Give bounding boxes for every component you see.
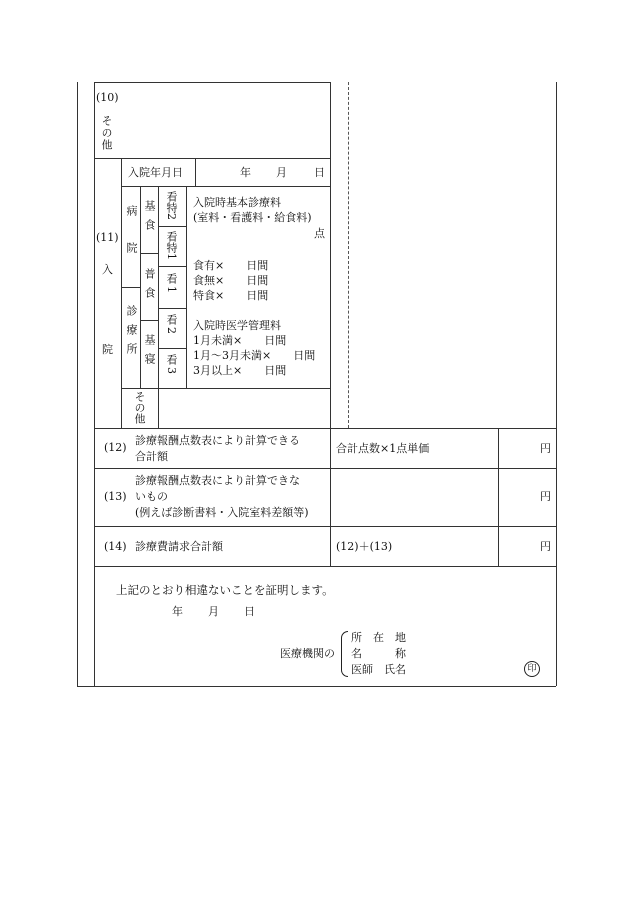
sec14-number: (14) xyxy=(104,540,127,553)
sec13-unit: 円 xyxy=(540,490,551,503)
nursing3-label: 看3 xyxy=(165,354,178,376)
sec11-label-top: 入 xyxy=(102,263,113,276)
admission-date-label: 入院年月日 xyxy=(128,166,183,179)
cert-date-day: 日 xyxy=(244,605,255,618)
institution-brace xyxy=(341,631,348,677)
meal-special-row: 特食× 日間 xyxy=(193,289,269,302)
nursing-special2-label: 看特2 xyxy=(165,191,178,220)
sec12-number: (12) xyxy=(104,441,127,454)
sec12-formula: 合計点数×1点単価 xyxy=(336,442,430,455)
sec13-desc-line2: いもの xyxy=(135,490,168,503)
name-label: 名 称 xyxy=(351,647,406,660)
sec12-desc-line2: 合計額 xyxy=(135,450,168,463)
basic-fee-subtitle: (室料・看護料・給食料) xyxy=(193,211,312,224)
sec14-desc: 診療費請求合計額 xyxy=(135,540,223,553)
hospital-label: 病院 xyxy=(125,205,138,279)
cert-date-month: 月 xyxy=(208,605,219,618)
seal-mark: 印 xyxy=(524,661,540,677)
sec10-entry-area[interactable] xyxy=(122,83,329,157)
sec13-desc-line1: 診療報酬点数表により計算できな xyxy=(135,474,300,487)
sec14-unit: 円 xyxy=(540,540,551,553)
sec11-label-bottom: 院 xyxy=(102,343,113,356)
address-label: 所 在 地 xyxy=(351,631,406,644)
sec11-number: (11) xyxy=(96,231,119,244)
under-1-month-row: 1月未満× 日間 xyxy=(193,334,287,347)
1-to-3-months-row: 1月〜3月未満× 日間 xyxy=(193,349,316,362)
sec10-number: (10) xyxy=(96,91,119,104)
basic-fee-title: 入院時基本診療料 xyxy=(193,196,281,209)
sec12-desc-line1: 診療報酬点数表により計算できる xyxy=(135,434,300,447)
cert-date-year: 年 xyxy=(172,605,183,618)
admission-date-year: 年 xyxy=(240,166,251,179)
institution-label: 医療機関の xyxy=(280,647,335,660)
sec13-number: (13) xyxy=(104,490,127,503)
nursing2-label: 看2 xyxy=(165,314,178,336)
meal-no-row: 食無× 日間 xyxy=(193,274,269,287)
admission-date-day: 日 xyxy=(314,166,325,179)
certification-statement: 上記のとおり相違ないことを証明します。 xyxy=(116,583,334,597)
basic-meal-label: 基食 xyxy=(143,200,156,238)
points-unit: 点 xyxy=(314,227,325,240)
sec13-desc-line3: (例えば診断書料・入院室料差額等) xyxy=(135,506,309,519)
basic-bed-label: 基寝 xyxy=(143,334,156,372)
nursing1-label: 看1 xyxy=(165,273,178,295)
clinic-label: 診療所 xyxy=(125,305,138,362)
over-3-months-row: 3月以上× 日間 xyxy=(193,364,287,377)
sec10-label: その他 xyxy=(100,115,113,151)
normal-meal-label: 普食 xyxy=(143,268,156,306)
sec12-unit: 円 xyxy=(540,442,551,455)
admission-date-month: 月 xyxy=(276,166,287,179)
sonota-label: その他 xyxy=(133,391,146,424)
medical-mgmt-title: 入院時医学管理料 xyxy=(193,319,281,332)
meal-yes-row: 食有× 日間 xyxy=(193,259,269,272)
nursing-special1-label: 看特1 xyxy=(165,231,178,260)
sec14-formula: (12)＋(13) xyxy=(336,540,393,553)
doctor-name-label: 医師 氏名 xyxy=(351,663,406,676)
